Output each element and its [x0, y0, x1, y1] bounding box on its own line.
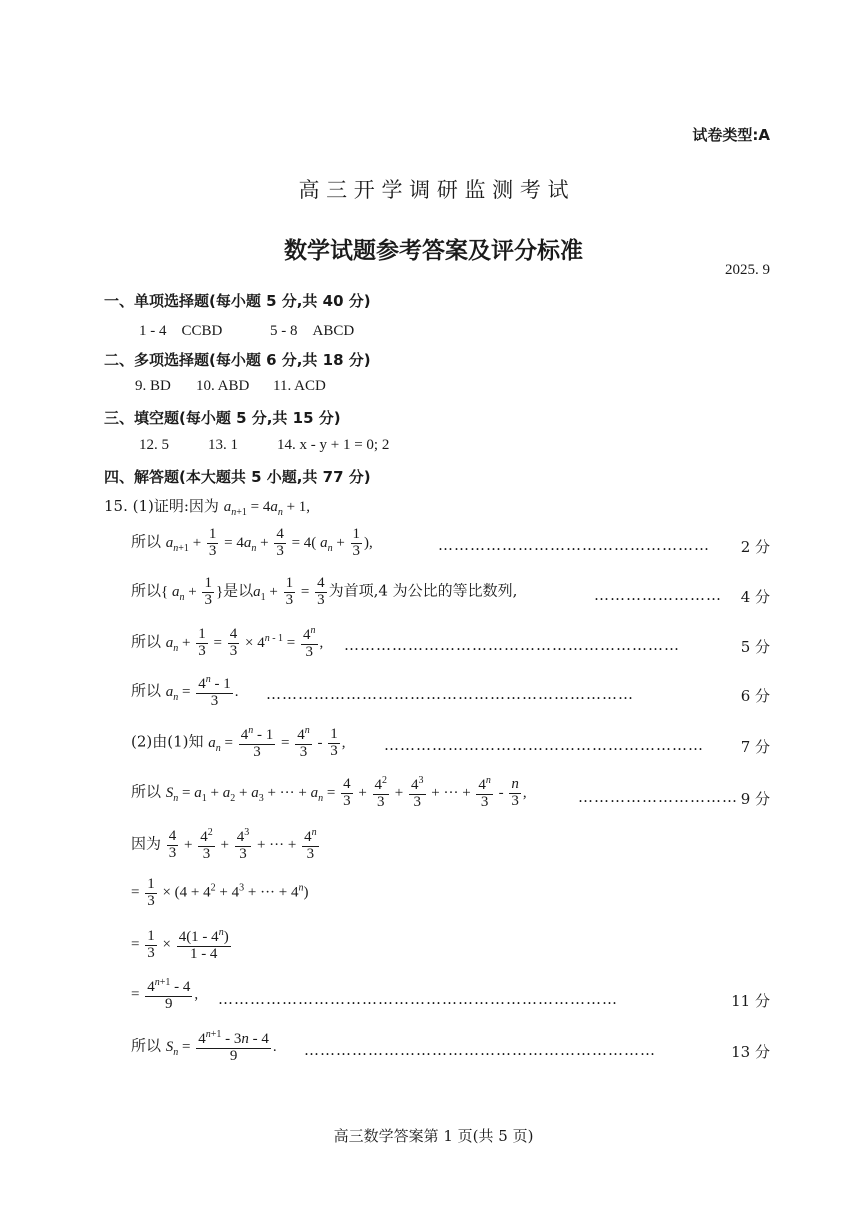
answer-13: 13. 1	[208, 437, 238, 453]
paper-type: 试卷类型:A	[692, 126, 770, 144]
section-heading-4: 四、解答题(本大题共 5 小题,共 77 分)	[104, 468, 371, 486]
leader-dots: ……………………………………………	[438, 536, 710, 554]
answer-10: 10. ABD	[196, 378, 250, 394]
leader-dots: ……………………………………………………	[384, 736, 704, 754]
q15-step-1: 所以 $a_{n+1}$ + $\frac{1}{3}$ = $4a_n$ + $\frac{4}{3}$ = 4( $a_n$ + $\frac{1}{3}$ ),	[131, 526, 373, 559]
doc-title: 数学试题参考答案及评分标准	[284, 238, 583, 264]
q15-step-5: = $\frac{1}{3}$ × ($4 + 4^2 + 4^3$ + ··· + $4^n$)	[131, 876, 309, 909]
so-label: 所以	[131, 532, 162, 551]
q15-step-6: = $\frac{1}{3}$ × $\frac{4(1 - 4^n)}{1 - 4}$	[131, 927, 229, 962]
leader-dots: ……………………………………………………………	[266, 685, 634, 703]
q15-step-2: 所以{ $a_n$ + $\frac{1}{3}$ }是以$a_1$ + $\frac{1}{3}$ = $\frac{4}{3}$ 为首项,4 为公比的等比数列,	[131, 575, 518, 608]
answer-5-8: 5 - 8 ABCD	[270, 323, 355, 339]
q15-part2: (2)由(1)知 $a_n$ = $\frac{4^n - 1}{3}$ = $\frac{4^n}{3}$ - $\frac{1}{3}$ ,	[131, 725, 346, 760]
answer-1-4: 1 - 4 CCBD	[139, 323, 223, 339]
leader-dots: ……………………	[594, 586, 722, 604]
so-label: 所以	[131, 782, 162, 801]
date: 2025. 9	[725, 262, 770, 278]
leader-dots: …………………………………………………………………	[218, 990, 618, 1008]
score-7: 7 分	[740, 738, 770, 756]
first-term-text: 为首项,4 为公比的等比数列,	[328, 581, 518, 600]
q15-step-3: 所以 $a_n$ + $\frac{1}{3}$ = $\frac{4}{3}$ × $4^{n - 1}$ = $\frac{4^n}{3}$ ,	[131, 625, 324, 660]
part2-label: (2)由(1)知	[131, 732, 204, 751]
section-heading-1: 一、单项选择题(每小题 5 分,共 40 分)	[104, 292, 371, 310]
because-label: 因为	[131, 834, 162, 853]
leader-dots: …………………………	[578, 788, 738, 806]
leader-dots: ………………………………………………………	[344, 636, 680, 654]
score-6: 6 分	[740, 687, 770, 705]
exam-title: 高 三 开 学 调 研 监 测 考 试	[298, 178, 569, 202]
score-9: 9 分	[740, 790, 770, 808]
so-label: 所以	[131, 681, 162, 700]
is-with-label: 是以	[223, 581, 254, 600]
q15-step-7: = $\frac{4^{n+1} - 4}{9}$ ,	[131, 977, 199, 1012]
answer-11: 11. ACD	[273, 378, 326, 394]
q15-sum: 所以 $S_n = a_1 + a_2 + a_3$ + ··· + $a_n$ = $\frac{4}{3}$ + $\frac{4^2}{3}$ + $\frac{4^3}{3}$ + ··· + $\frac{4^n}{3}$ - $\frac{n}{3}$ ,	[131, 775, 527, 810]
score-4: 4 分	[740, 588, 770, 606]
answer-12: 12. 5	[139, 437, 169, 453]
q15-step-4: 所以 $a_n$ = $\frac{4^n - 1}{3}$ .	[131, 674, 239, 709]
score-5: 5 分	[740, 638, 770, 656]
section-heading-3: 三、填空题(每小题 5 分,共 15 分)	[104, 409, 341, 427]
page-footer: 高三数学答案第 1 页(共 5 页)	[333, 1127, 534, 1145]
so-label: 所以	[131, 632, 162, 651]
q15-intro: 15. (1)证明:因为 $a_{n+1} = 4a_n + 1$,	[104, 497, 311, 518]
section-heading-2: 二、多项选择题(每小题 6 分,共 18 分)	[104, 351, 371, 369]
score-13: 13 分	[731, 1043, 770, 1061]
so-label: 所以	[131, 581, 162, 600]
answer-9: 9. BD	[135, 378, 171, 394]
leader-dots: …………………………………………………………	[304, 1041, 656, 1059]
score-11: 11 分	[731, 992, 770, 1010]
q15-result: 所以 $S_n$ = $\frac{4^{n+1} - 3n - 4}{9}$ .	[131, 1029, 277, 1064]
q15-intro-label: 15. (1)证明:因为	[104, 497, 219, 515]
q15-because: 因为 $\frac{4}{3}$ + $\frac{4^2}{3}$ + $\frac{4^3}{3}$ + ··· + $\frac{4^n}{3}$	[131, 827, 317, 862]
so-label: 所以	[131, 1036, 162, 1055]
answer-14: 14. x - y + 1 = 0; 2	[277, 437, 390, 453]
score-2: 2 分	[740, 538, 770, 556]
